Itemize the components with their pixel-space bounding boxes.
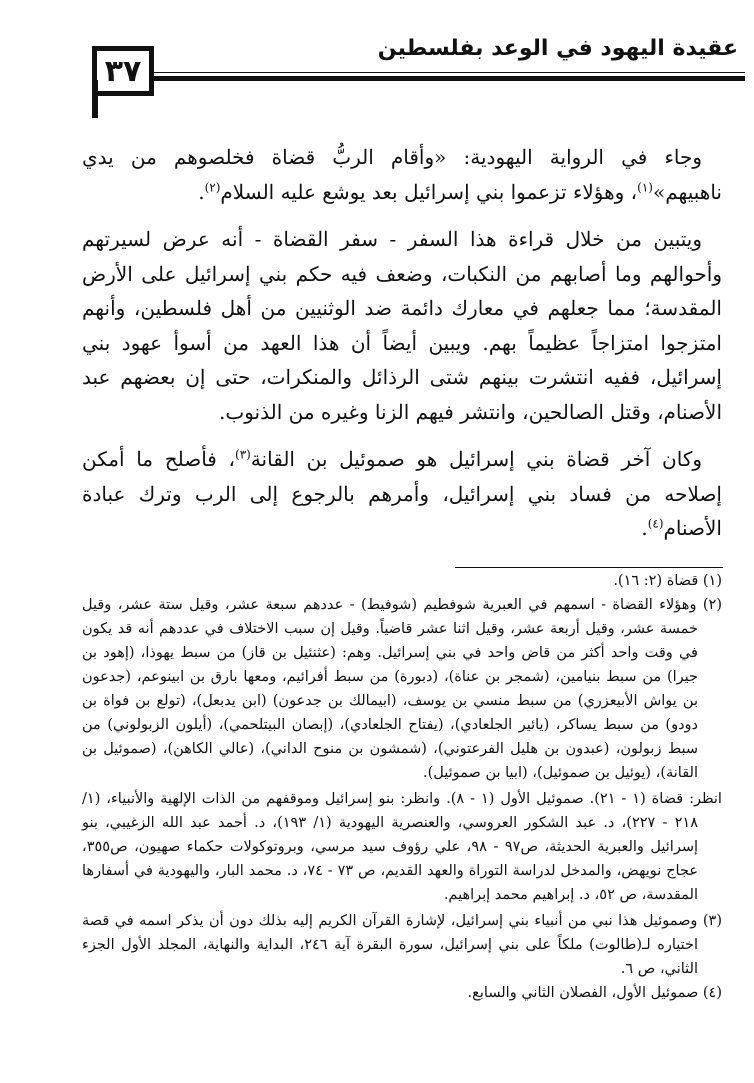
footnote-ref-4[interactable]: (٤) [647,516,664,531]
paragraph-1 [82,140,722,209]
footnote-4: (٤) صموئيل الأول، الفصلان الثاني والسابع. [467,985,722,1001]
footnote-3: (٣) وصموئيل هذا نبي من أنبياء بني إسرائيل، لإشارة القرآن الكريم إليه بذلك دون أن يذكر اسمه في قصة اختياره لـ(طالوت) ملكاً على بني إسرائيل، سورة البقرة آية ٢٤٦، البداية والنهاية، المجلد الأول الجزء الثاني، ص ٦. [82,913,722,977]
header-rule-vertical [92,80,98,118]
page-header [0,0,754,112]
footnote-2: (٢) وهؤلاء القضاة - اسمهم في العبرية شوفطيم (شوفيط) - عددهم سبعة عشر، وقيل ستة عشر، وقيل خمسة عشر، وقيل أربعة عشر، وقيل اثنا عشر قاضياً. وقيل إن سبب الاختلاف في عددهم أنه قد يكون في وقت واحد أكثر من قاض واحد في بني إسرائيل. وهم: (عثنئيل بن قاز) من سبط يهوذا، (إهود بن جيرا) من سبط بنيامين، (شمجر بن عناة)، (دبورة) من سبط أفرائيم، ومعها بارق بن ابينوعم، (جدعون بن يواش الأبيعزري) من سبط منسي بن يوسف، (ابيمالك بن جدعون) (ابن يدبعل)، (تولع بن فواة بن دودو) من سبط يساكر، (يائير الجلعادي)، (يفتاح الجلعادي)، (إبصان البيتلحمي)، (أيلون الزبولوني) من سبط زبولون، (عبدون بن هليل الفرعتوني)، (شمشون بن منوح الداني)، (عالي الكاهن)، (صموئيل بن القانة)، (يوئيل بن صموئيل)، (ابيا بن صموئيل). [82,597,722,781]
paragraph-2: ويتبين من خلال قراءة هذا السفر - سفر القضاة - أنه عرض لسيرتهم وأحوالهم وما أصابهم من النكبات، وضعف فيه حكم بني إسرائيل على الأرض المقدسة؛ مما جعلهم في معارك دائمة ضد الوثنيين من أهل فلسطين، وأنهم امتزجوا امتزاجاً عظيماً بهم. ويبين أيضاً أن هذا العهد من أسوأ عهود بني إسرائيل، ففيه انتشرت بينهم شتى الرذائل والمنكرات، حتى إن بعضهم عبد الأصنام، وقتل الصالحين، وانتشر فيهم الزنا وغيره من الذنوب. [82,227,722,424]
footnote-ref-1[interactable]: (١) [637,179,653,194]
page-number: ٣٧ [92,46,154,96]
header-rule-thick [150,76,745,81]
paragraph-3-text-c: . [641,516,648,540]
main-text [82,140,722,546]
paragraph-3 [82,442,722,546]
paragraph-1-text-a: وجاء في الرواية اليهودية: «وأقام الربُّ قضاة فخلصوهم من يدي ناهبيهم» [82,145,722,204]
footnote-separator [455,567,723,568]
header-rule-thin [150,72,745,73]
footnote-1: (١) قضاة (٢: ١٦). [613,573,722,589]
footnote-ref-2[interactable]: (٢) [204,179,221,194]
paragraph-1-text-b: ، وهؤلاء تزعموا بني إسرائيل بعد يوشع عليه السلام [220,179,638,204]
footnote-2-references: انظر: قضاة (١ - ٢١). صموئيل الأول (١ - ٨). وانظر: بنو إسرائيل وموقفهم من الذات الإلهية والأنبياء، (١/ ٢١٨ - ٢٢٧)، د. عبد الشكور العروسي، والعنصرية اليهودية (١/ ١٩٣)، د. أحمد عبد الله الزغيبي، بنو إسرائيل والعبرية الحديثة، ص٩٧ - ٩٨، علي رؤوف سيد مرسي، وبروتوكولات حكماء صهيون، ص٣٥٥، عجاج نويهض، والمدخل لدراسة التوراة والعهد القديم، ص ٧٣ - ٧٤، د. محمد البار، واليهودية في أسفارها المقدسة، ص ٥٢، د. إبراهيم محمد إبراهيم. [82,791,722,903]
paragraph-3-text-b: ، فأصلح ما أمكن إصلاحه من فساد بني إسرائيل، وأمرهم بالرجوع إلى الرب وترك عبادة الأصنام [82,447,722,540]
footnote-ref-3[interactable]: (٣) [235,447,251,462]
running-title: عقيدة اليهود في الوعد بفلسطين [377,36,738,61]
paragraph-3-text-a: وكان آخر قضاة بني إسرائيل هو صموئيل بن القانة [250,447,702,471]
footnotes [82,569,722,1005]
paragraph-1-text-c: . [198,179,205,204]
